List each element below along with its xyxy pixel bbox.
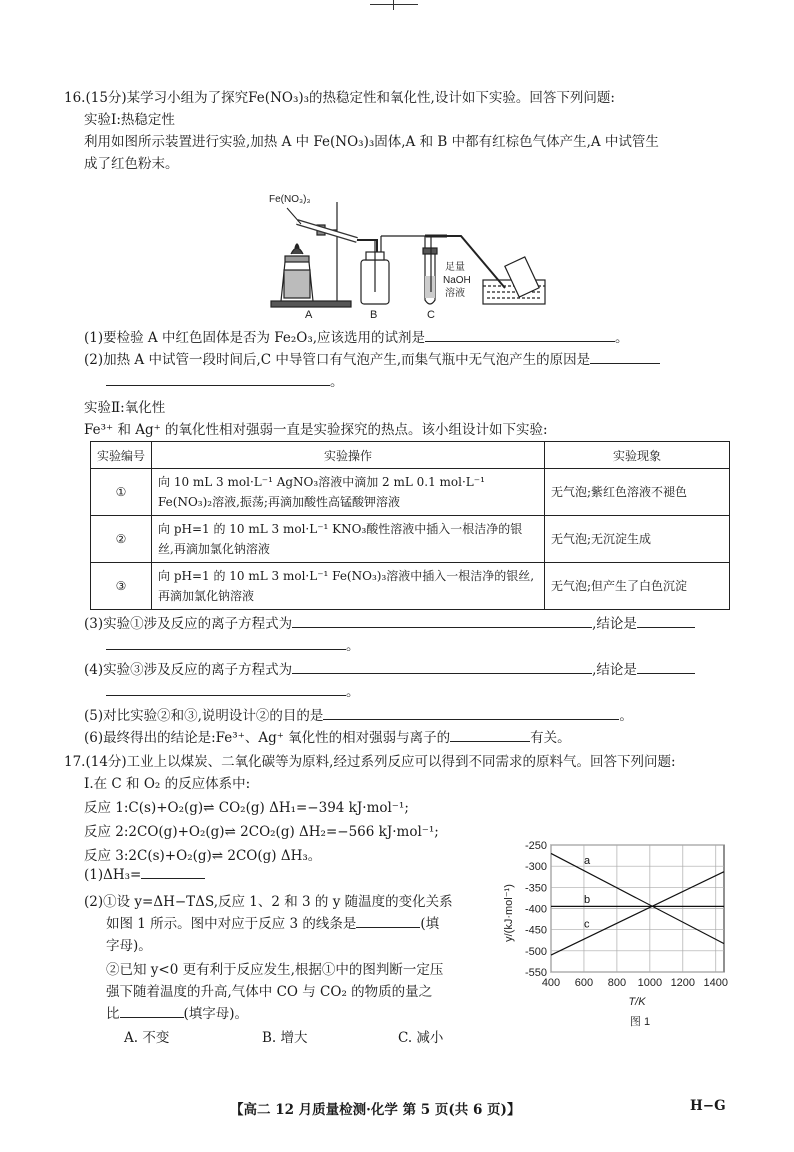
q16-sub4-line2: 。 xyxy=(106,680,360,700)
table-cell-result: 无气泡;无沉淀生成 xyxy=(545,516,730,563)
q17-sub2-2b: 强下随着温度的升高,气体中 CO 与 CO₂ 的物质的量之 xyxy=(106,984,433,1000)
series-line-c xyxy=(551,872,724,955)
table-cell-result: 无气泡;但产生了白色沉淀 xyxy=(545,563,730,610)
q17-reaction-3: 反应 3:2C(s)+O₂(g)⇌ 2CO(g) ΔH₃。 xyxy=(84,848,322,864)
figure-caption: 图 1 xyxy=(629,1016,651,1028)
q17-reaction-2: 反应 2:2CO(g)+O₂(g)⇌ 2CO₂(g) ΔH₂=−566 kJ·mol⁻¹; xyxy=(84,824,439,840)
tube-ab xyxy=(357,240,377,252)
q16-sub2 xyxy=(84,348,660,368)
table-cell-op: 向 10 mL 3 mol·L⁻¹ AgNO₃溶液中滴加 2 mL 0.1 mol·L⁻¹ Fe(NO₃)₂溶液,振荡;再滴加酸性高锰酸钾溶液 xyxy=(152,469,545,516)
table-row xyxy=(91,516,730,563)
table-row xyxy=(91,563,730,610)
experiment-table xyxy=(90,441,730,610)
x-tick-label: 600 xyxy=(574,977,594,989)
answer-blank[interactable] xyxy=(106,683,346,696)
y-axis-label: y/(kJ·mol⁻¹) xyxy=(503,884,515,942)
q17-sub2-1b xyxy=(106,912,439,932)
q16-exp1-title: 实验Ⅰ:热稳定性 xyxy=(84,112,175,128)
q16-sub3-line2: 。 xyxy=(106,634,360,654)
table-cell-num: ③ xyxy=(91,563,152,610)
q17-sub2-2c-end: (填字母)。 xyxy=(183,1006,249,1022)
answer-blank[interactable] xyxy=(106,637,346,650)
series-label-c: c xyxy=(583,918,590,931)
y-tick-label: -300 xyxy=(524,861,547,874)
series-labels xyxy=(584,855,591,931)
q16-sub2-line2: 。 xyxy=(106,370,344,390)
q17-option-a[interactable]: A. 不变 xyxy=(124,1030,170,1046)
answer-blank[interactable] xyxy=(292,615,592,628)
q16-exp1-desc-2: 成了红色粉末。 xyxy=(84,156,179,172)
x-ticks xyxy=(542,977,728,989)
table-header: 实验现象 xyxy=(545,442,730,469)
table-cell-result: 无气泡;紫红色溶液不褪色 xyxy=(545,469,730,516)
q16-sub1-text: (1)要检验 A 中红色固体是否为 Fe₂O₃,应该选用的试剂是 xyxy=(84,330,426,346)
q16-sub5: (5)对比实验②和③,说明设计②的目的是 。 xyxy=(84,708,633,724)
y-tick-label: -250 xyxy=(524,840,547,852)
table-row xyxy=(91,469,730,516)
table-header: 实验编号 xyxy=(91,442,152,469)
q17-sub1 xyxy=(84,866,205,883)
y-tick-label: -350 xyxy=(524,882,547,895)
q16-sub4 xyxy=(84,658,695,678)
water-trough xyxy=(483,257,545,304)
y-tick-label: -400 xyxy=(524,903,547,916)
q17-reaction-1: 反应 1:C(s)+O₂(g)⇌ CO₂(g) ΔH₁=−394 kJ·mol⁻¹; xyxy=(84,800,409,816)
q17-part1: Ⅰ.在 C 和 O₂ 的反应体系中: xyxy=(84,776,251,792)
q17-sub2-1c: 字母)。 xyxy=(106,938,152,954)
x-tick-label: 400 xyxy=(541,977,561,989)
table-cell-num: ② xyxy=(91,516,152,563)
naoh-label-1: 足量 xyxy=(445,262,465,273)
q17-sub1-text: (1)ΔH₃= xyxy=(84,867,142,883)
answer-blank[interactable] xyxy=(425,329,615,342)
table-cell-num: ① xyxy=(91,469,152,516)
q17-sub2-2c-text: 比 xyxy=(106,1006,120,1022)
answer-blank[interactable] xyxy=(356,915,420,928)
apparatus-a xyxy=(271,202,357,307)
label-b: B xyxy=(370,309,378,320)
q16-exp2-desc: Fe³⁺ 和 Ag⁺ 的氧化性相对强弱一直是实验探究的热点。该小组设计如下实验: xyxy=(84,422,548,438)
q17-sub2-1a: (2)①设 y=ΔH−TΔS,反应 1、2 和 3 的 y 随温度的变化关系 xyxy=(84,894,453,910)
q16-exp1-desc-1: 利用如图所示装置进行实验,加热 A 中 Fe(NO₃)₃固体,A 和 B 中都有红棕色气体产生,A 中试管生 xyxy=(84,134,659,150)
q16-sub3-text: (3)实验①涉及反应的离子方程式为 xyxy=(84,616,293,632)
q17-header: 17.(14分)工业上以煤炭、二氧化碳等为原料,经过系列反应可以得到不同需求的原料气。回答下列问题: xyxy=(64,754,676,770)
x-tick-label: 800 xyxy=(607,977,627,989)
q16-sub5-text: (5)对比实验②和③,说明设计②的目的是 xyxy=(84,708,324,724)
series-lines xyxy=(551,853,724,955)
q17-sub2-2c xyxy=(106,1002,248,1022)
y-tick-label: -500 xyxy=(524,945,547,958)
x-tick-label: 1000 xyxy=(637,977,663,989)
table-cell-op: 向 pH=1 的 10 mL 3 mol·L⁻¹ KNO₃酸性溶液中插入一根洁净的银丝,再滴加氯化钠溶液 xyxy=(152,516,545,563)
apparatus-b xyxy=(361,236,425,304)
reagent-label: Fe(NO₃)₃ xyxy=(269,194,311,205)
table-cell-op: 向 pH=1 的 10 mL 3 mol·L⁻¹ Fe(NO₃)₃溶液中插入一根洁净的银丝,再滴加氯化钠溶液 xyxy=(152,563,545,610)
answer-blank[interactable] xyxy=(141,866,205,879)
y-ticks xyxy=(525,840,547,979)
answer-blank[interactable] xyxy=(637,661,695,674)
footer-page-info: 【高二 12 月质量检测·化学 第 5 页(共 6 页)】 xyxy=(230,1102,521,1118)
series-line-a xyxy=(551,853,724,943)
q16-sub4-conclusion: ,结论是 xyxy=(592,662,637,678)
q17-sub2-2a: ②已知 y<0 更有利于反应发生,根据①中的图判断一定压 xyxy=(106,962,444,978)
q16-sub3 xyxy=(84,612,695,632)
q17-option-c[interactable]: C. 减小 xyxy=(398,1030,444,1046)
x-axis-label: T/K xyxy=(628,996,646,1008)
q16-header: 16.(15分)某学习小组为了探究Fe(NO₃)₃的热稳定性和氧化性,设计如下实验。回答下列问题: xyxy=(64,90,615,106)
answer-blank[interactable] xyxy=(323,707,619,720)
footer-code: H−G xyxy=(690,1098,726,1114)
label-c: C xyxy=(427,309,435,320)
q17-sub2-1b-text: 如图 1 所示。图中对应于反应 3 的线条是 xyxy=(106,916,357,932)
q16-sub4-text: (4)实验③涉及反应的离子方程式为 xyxy=(84,662,293,678)
q16-exp2-title: 实验Ⅱ:氧化性 xyxy=(84,400,166,416)
x-tick-label: 1200 xyxy=(670,977,696,989)
q17-sub2-1b-end: (填 xyxy=(420,916,440,932)
figure-1-chart xyxy=(495,835,740,1035)
binding-mark xyxy=(370,0,418,10)
series-label-b: b xyxy=(583,894,591,907)
answer-blank[interactable] xyxy=(106,373,330,386)
q16-sub1: (1)要检验 A 中红色固体是否为 Fe₂O₃,应该选用的试剂是 。 xyxy=(84,330,629,346)
y-tick-label: -550 xyxy=(524,967,547,979)
grid xyxy=(551,845,724,972)
x-tick-label: 1400 xyxy=(703,977,729,989)
naoh-label-2: NaOH xyxy=(443,275,471,286)
q17-option-b[interactable]: B. 增大 xyxy=(262,1030,308,1046)
y-tick-label: -450 xyxy=(524,924,547,937)
q16-sub3-conclusion: ,结论是 xyxy=(592,616,637,632)
q16-sub2-text: (2)加热 A 中试管一段时间后,C 中导管口有气泡产生,而集气瓶中无气泡产生的原因是 xyxy=(84,352,591,368)
apparatus-diagram xyxy=(265,188,565,320)
table-header: 实验操作 xyxy=(152,442,545,469)
answer-blank[interactable] xyxy=(120,1005,184,1018)
answer-blank[interactable] xyxy=(637,615,695,628)
answer-blank[interactable] xyxy=(590,351,660,364)
answer-blank[interactable] xyxy=(450,729,530,742)
series-label-a: a xyxy=(583,855,591,868)
label-a: A xyxy=(305,309,313,320)
q16-sub6 xyxy=(84,726,571,746)
table-header-row xyxy=(91,442,730,469)
answer-blank[interactable] xyxy=(292,661,592,674)
q16-sub6-text: (6)最终得出的结论是:Fe³⁺、Ag⁺ 氧化性的相对强弱与离子的 xyxy=(84,730,451,746)
q16-sub6-end: 有关。 xyxy=(530,730,571,746)
naoh-label-3: 溶液 xyxy=(445,288,465,299)
